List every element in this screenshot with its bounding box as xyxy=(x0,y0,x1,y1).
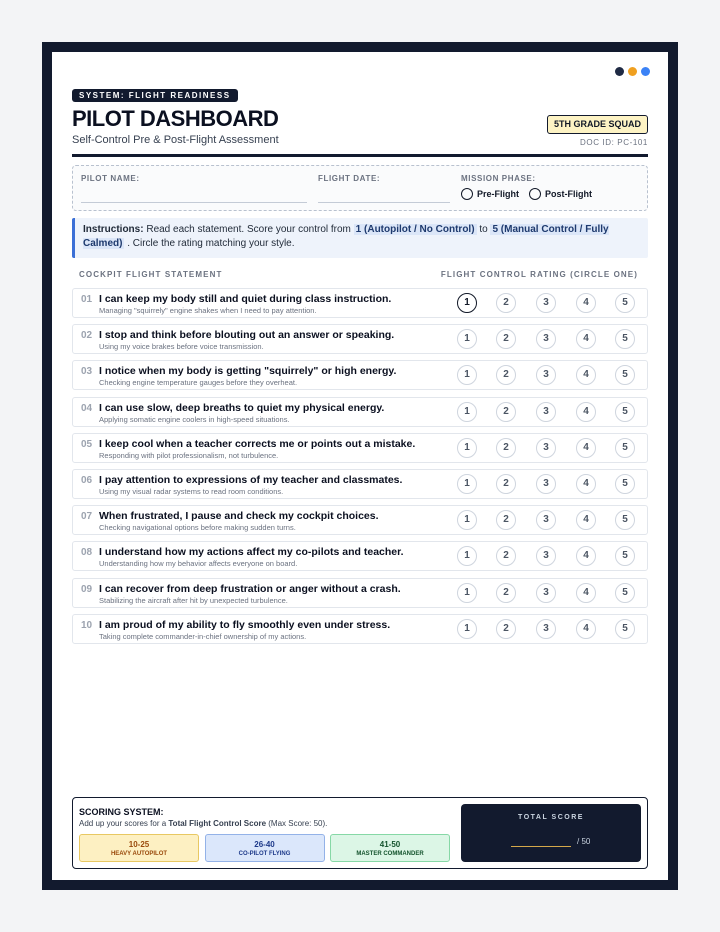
rating-circle-3[interactable]: 3 xyxy=(536,583,556,603)
statement-number: 01 xyxy=(81,294,93,305)
page-subtitle: Self-Control Pre & Post-Flight Assessment xyxy=(72,134,279,146)
statement-number: 03 xyxy=(81,366,93,378)
statement-row xyxy=(72,433,648,463)
instructions-text-2: . Circle the rating matching your style. xyxy=(124,238,295,249)
rating-circle-1[interactable]: 1 xyxy=(457,293,477,313)
rating-circle-2[interactable]: 2 xyxy=(496,438,516,458)
scoring-subtitle xyxy=(79,819,327,828)
statement-number: 05 xyxy=(81,438,93,450)
statement-description: Applying somatic engine coolers in high-speed situations. xyxy=(99,414,290,424)
rating-circle-4[interactable]: 4 xyxy=(576,438,596,458)
tier-range: 26-40 xyxy=(254,840,275,849)
rating-circle-4[interactable]: 4 xyxy=(576,474,596,494)
statement-row xyxy=(72,397,648,427)
squad-badge: 5TH GRADE SQUAD xyxy=(547,115,648,134)
rating-circle-2[interactable]: 2 xyxy=(496,365,516,385)
rating-circle-2[interactable]: 2 xyxy=(496,402,516,422)
rating-circle-2[interactable]: 2 xyxy=(496,474,516,494)
post-flight-label: Post-Flight xyxy=(545,189,592,199)
total-score-panel xyxy=(461,804,641,862)
tier-range: 41-50 xyxy=(379,840,401,849)
statement-description: Stabilizing the aircraft after hit by unexpected turbulence. xyxy=(99,595,288,605)
rating-circle-4[interactable]: 4 xyxy=(576,546,596,566)
statement-row xyxy=(72,324,648,354)
statement-text: I can use slow, deep breaths to quiet my physical energy. xyxy=(99,401,385,414)
rating-circle-1[interactable]: 1 xyxy=(457,510,477,530)
rating-circle-3[interactable]: 3 xyxy=(536,438,556,458)
window-dots xyxy=(615,67,650,76)
page-title: PILOT DASHBOARD xyxy=(72,106,279,131)
rating-high-highlight: 5 (Manual Control / Fully Calmed) xyxy=(83,224,609,249)
rating-circle-5[interactable]: 5 xyxy=(615,510,635,530)
scoring-sub-bold: Total Flight Control Score xyxy=(168,819,267,828)
rating-circle-5[interactable]: 5 xyxy=(615,365,635,385)
pre-flight-option[interactable] xyxy=(461,188,519,200)
statement-column-header: COCKPIT FLIGHT STATEMENT xyxy=(79,270,223,279)
rating-circle-4[interactable]: 4 xyxy=(576,402,596,422)
post-flight-radio[interactable] xyxy=(529,188,541,200)
rating-circle-3[interactable]: 3 xyxy=(536,365,556,385)
statement-description: Understanding how my behavior affects everyone on board. xyxy=(99,559,298,569)
statement-text: I can recover from deep frustration or anger without a crash. xyxy=(99,582,401,595)
tier-label: CO-PILOT FLYING xyxy=(238,851,291,857)
rating-circle-4[interactable]: 4 xyxy=(576,329,596,349)
rating-circle-4[interactable]: 4 xyxy=(576,365,596,385)
mission-phase-label: MISSION PHASE: xyxy=(461,174,536,183)
pilot-name-label: PILOT NAME: xyxy=(81,174,140,183)
post-flight-option[interactable] xyxy=(529,188,592,200)
rating-circle-5[interactable]: 5 xyxy=(615,619,635,639)
rating-circle-1[interactable]: 1 xyxy=(457,402,477,422)
rating-circle-5[interactable]: 5 xyxy=(615,546,635,566)
statement-description: Checking navigational options before making sudden turns. xyxy=(99,523,296,533)
dot-dark xyxy=(615,67,624,76)
score-tier xyxy=(79,834,199,862)
rating-circle-3[interactable]: 3 xyxy=(536,402,556,422)
rating-low-highlight: 1 (Autopilot / No Control) xyxy=(355,224,475,235)
rating-circle-4[interactable]: 4 xyxy=(576,510,596,530)
rating-circle-3[interactable]: 3 xyxy=(536,510,556,530)
header-divider xyxy=(72,154,648,157)
statement-number: 02 xyxy=(81,330,93,342)
statement-text: When frustrated, I pause and check my cockpit choices. xyxy=(99,510,379,523)
total-score-label: TOTAL SCORE xyxy=(518,814,584,821)
rating-circle-3[interactable]: 3 xyxy=(536,329,556,349)
total-score-field[interactable] xyxy=(511,846,571,847)
scoring-sub-1: Add up your scores for a xyxy=(79,819,169,828)
tier-label: MASTER COMMANDER xyxy=(356,851,424,857)
rating-circle-5[interactable]: 5 xyxy=(615,438,635,458)
flight-date-field[interactable] xyxy=(318,202,450,203)
scoring-title: SCORING SYSTEM: xyxy=(79,807,164,817)
statement-row xyxy=(72,288,648,318)
statement-row xyxy=(72,505,648,535)
statement-number: 09 xyxy=(81,583,93,595)
statement-row xyxy=(72,578,648,608)
pre-flight-radio[interactable] xyxy=(461,188,473,200)
statement-number: 07 xyxy=(81,511,93,523)
statement-text: I notice when my body is getting "squirrely" or high energy. xyxy=(99,365,397,378)
rating-circle-2[interactable]: 2 xyxy=(496,619,516,639)
rating-circle-3[interactable]: 3 xyxy=(536,474,556,494)
rating-circle-5[interactable]: 5 xyxy=(615,402,635,422)
rating-circle-1[interactable]: 1 xyxy=(457,365,477,385)
rating-circle-3[interactable]: 3 xyxy=(536,619,556,639)
rating-column-header: FLIGHT CONTROL RATING (CIRCLE ONE) xyxy=(440,270,638,279)
statement-text: I understand how my actions affect my co-pilots and teacher. xyxy=(99,546,404,559)
rating-circle-5[interactable]: 5 xyxy=(615,293,635,313)
instructions-to: to xyxy=(476,224,491,235)
rating-circle-3[interactable]: 3 xyxy=(536,293,556,313)
doc-id: DOC ID: PC-101 xyxy=(580,138,648,147)
rating-circle-1[interactable]: 1 xyxy=(457,474,477,494)
statement-text: I keep cool when a teacher corrects me or points out a mistake. xyxy=(99,437,416,450)
statement-row xyxy=(72,541,648,571)
statement-description: Checking engine temperature gauges before they overheat. xyxy=(99,378,298,388)
rating-circle-5[interactable]: 5 xyxy=(615,474,635,494)
rating-circle-1[interactable]: 1 xyxy=(457,619,477,639)
pilot-name-field[interactable] xyxy=(81,202,307,203)
statement-number: 06 xyxy=(81,475,93,486)
statement-row xyxy=(72,360,648,390)
statement-number: 10 xyxy=(81,619,93,631)
instructions-box xyxy=(72,218,648,258)
statement-text: I pay attention to expressions of my teacher and classmates. xyxy=(99,474,403,486)
rating-circle-4[interactable]: 4 xyxy=(576,293,596,313)
scoring-box xyxy=(72,797,648,869)
instructions-label: Instructions: xyxy=(83,224,144,235)
rating-circle-2[interactable]: 2 xyxy=(496,510,516,530)
rating-circle-2[interactable]: 2 xyxy=(496,546,516,566)
statement-text: I can keep my body still and quiet during class instruction. xyxy=(99,293,392,305)
flight-date-label: FLIGHT DATE: xyxy=(318,174,381,183)
dot-orange xyxy=(628,67,637,76)
rating-circle-1[interactable]: 1 xyxy=(457,438,477,458)
rating-circle-5[interactable]: 5 xyxy=(615,329,635,349)
statement-description: Using my voice brakes before voice transmission. xyxy=(99,342,264,352)
statement-description: Using my visual radar systems to read room conditions. xyxy=(99,487,284,496)
rating-circle-2[interactable]: 2 xyxy=(496,293,516,313)
statement-number: 04 xyxy=(81,402,93,414)
worksheet xyxy=(52,52,668,880)
dot-blue xyxy=(641,67,650,76)
rating-circle-3[interactable]: 3 xyxy=(536,546,556,566)
score-tier xyxy=(330,834,450,862)
instructions-text-1: Read each statement. Score your control from xyxy=(143,224,354,235)
tier-label: HEAVY AUTOPILOT xyxy=(110,851,168,857)
statement-text: I stop and think before blouting out an answer or speaking. xyxy=(99,329,395,342)
rating-circle-2[interactable]: 2 xyxy=(496,329,516,349)
rating-circle-4[interactable]: 4 xyxy=(576,619,596,639)
statement-row xyxy=(72,614,648,644)
system-badge: SYSTEM: FLIGHT READINESS xyxy=(72,89,238,102)
statement-description: Responding with pilot professionalism, not turbulence. xyxy=(99,450,279,460)
score-tier xyxy=(205,834,325,862)
rating-circle-5[interactable]: 5 xyxy=(615,583,635,603)
pilot-info-box xyxy=(72,165,648,211)
rating-circle-2[interactable]: 2 xyxy=(496,583,516,603)
scoring-sub-2: (Max Score: 50). xyxy=(266,819,328,828)
rating-circle-4[interactable]: 4 xyxy=(576,583,596,603)
total-score-max: / 50 xyxy=(577,837,591,846)
statement-description: Taking complete commander-in-chief ownership of my actions. xyxy=(99,631,307,641)
statement-number: 08 xyxy=(81,547,93,559)
statement-description: Managing "squirrely" engine shakes when I need to pay attention. xyxy=(99,306,317,315)
rating-circle-1[interactable]: 1 xyxy=(457,546,477,566)
statement-text: I am proud of my ability to fly smoothly even under stress. xyxy=(99,618,391,631)
tier-range: 10-25 xyxy=(128,840,150,849)
rating-circle-1[interactable]: 1 xyxy=(457,583,477,603)
pre-flight-label: Pre-Flight xyxy=(477,189,519,199)
rating-circle-1[interactable]: 1 xyxy=(457,329,477,349)
page-frame xyxy=(42,42,678,890)
statement-row xyxy=(72,469,648,499)
